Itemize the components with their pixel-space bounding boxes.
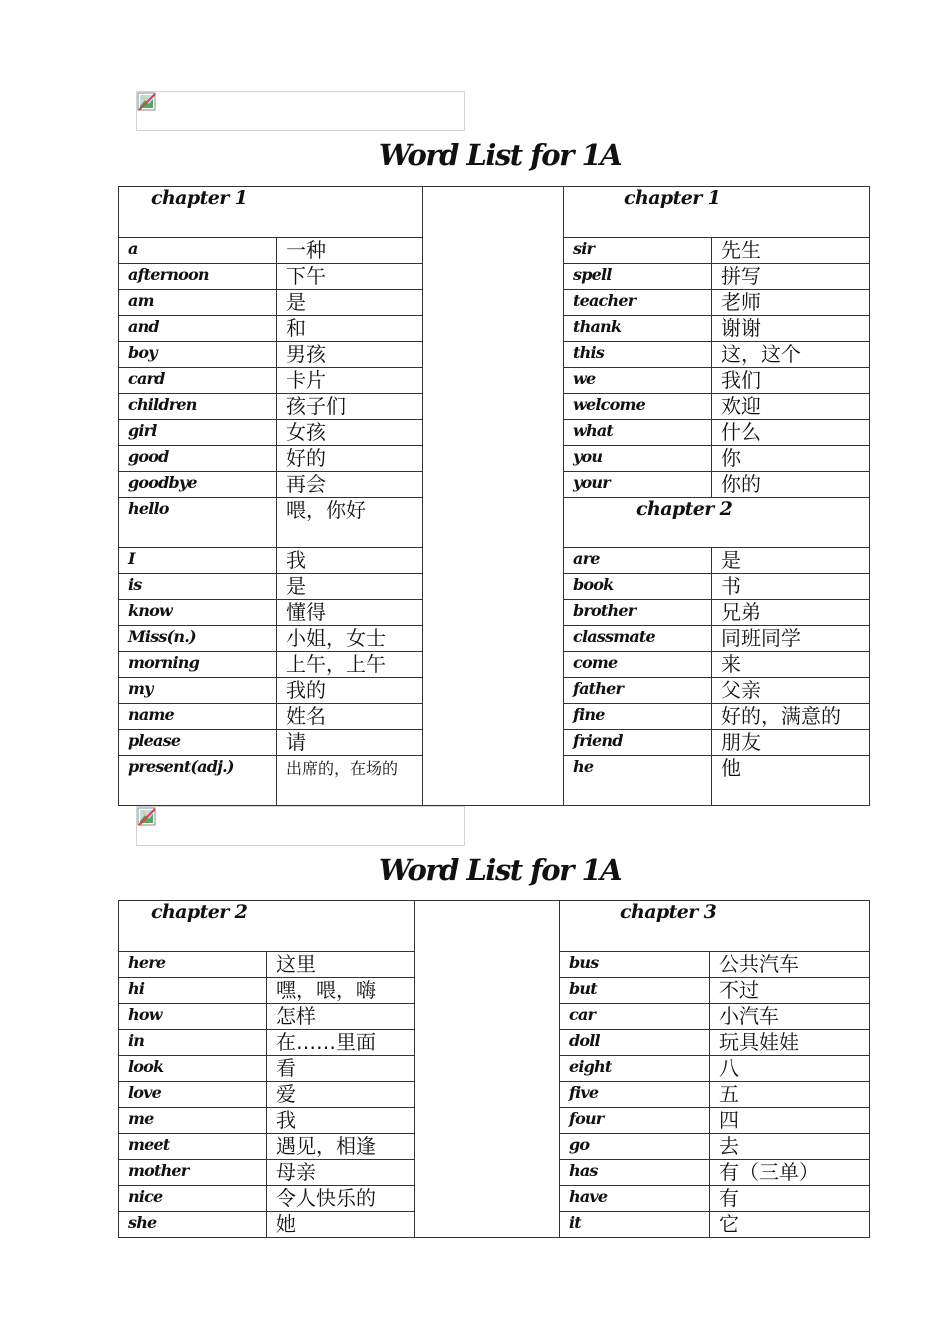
chapter-heading: chapter 1 — [119, 187, 423, 238]
english-word: me — [119, 1108, 267, 1134]
english-word: nice — [119, 1186, 267, 1212]
english-word: we — [564, 368, 712, 394]
chapter-heading: chapter 2 — [564, 498, 870, 548]
chinese-meaning: 书 — [712, 574, 870, 600]
chinese-meaning: 我 — [277, 548, 423, 574]
english-word: father — [564, 678, 712, 704]
english-word: your — [564, 472, 712, 498]
english-word: sir — [564, 238, 712, 264]
english-word: go — [560, 1134, 710, 1160]
english-word: has — [560, 1160, 710, 1186]
english-word: a — [119, 238, 277, 264]
chapter-heading: chapter 1 — [564, 187, 870, 238]
chinese-meaning: 这里 — [267, 952, 415, 978]
chinese-meaning: 和 — [277, 316, 423, 342]
chinese-meaning: 再会 — [277, 472, 423, 498]
chinese-meaning: 朋友 — [712, 730, 870, 756]
english-word: children — [119, 394, 277, 420]
english-word: afternoon — [119, 264, 277, 290]
chinese-meaning: 老师 — [712, 290, 870, 316]
table-header-row — [119, 187, 870, 238]
english-word: welcome — [564, 394, 712, 420]
chinese-meaning: 嘿，喂，嗨 — [267, 978, 415, 1004]
chinese-meaning: 有（三单） — [710, 1160, 870, 1186]
english-word: card — [119, 368, 277, 394]
chapter-heading: chapter 3 — [560, 901, 870, 952]
english-word: bus — [560, 952, 710, 978]
broken-image-icon — [137, 92, 157, 112]
english-word: in — [119, 1030, 267, 1056]
page-title: Word List for 1A — [378, 138, 622, 172]
english-word: name — [119, 704, 277, 730]
english-word: Miss(n.) — [119, 626, 277, 652]
english-word: eight — [560, 1056, 710, 1082]
chinese-meaning: 母亲 — [267, 1160, 415, 1186]
chinese-meaning: 玩具娃娃 — [710, 1030, 870, 1056]
chinese-meaning: 你 — [712, 446, 870, 472]
chinese-meaning: 五 — [710, 1082, 870, 1108]
english-word: you — [564, 446, 712, 472]
chinese-meaning: 好的，满意的 — [712, 704, 870, 730]
english-word: book — [564, 574, 712, 600]
chinese-meaning: 在……里面 — [267, 1030, 415, 1056]
chinese-meaning: 好的 — [277, 446, 423, 472]
chinese-meaning: 是 — [277, 574, 423, 600]
english-word: it — [560, 1212, 710, 1238]
chinese-meaning: 是 — [277, 290, 423, 316]
column-gap — [423, 187, 564, 806]
english-word: hi — [119, 978, 267, 1004]
chinese-meaning: 一种 — [277, 238, 423, 264]
chinese-meaning: 请 — [277, 730, 423, 756]
chinese-meaning: 什么 — [712, 420, 870, 446]
chapter-heading: chapter 2 — [119, 901, 415, 952]
chinese-meaning: 他 — [712, 756, 870, 806]
english-word: is — [119, 574, 277, 600]
english-word: friend — [564, 730, 712, 756]
english-word: good — [119, 446, 277, 472]
english-word: look — [119, 1056, 267, 1082]
chinese-meaning: 八 — [710, 1056, 870, 1082]
english-word: classmate — [564, 626, 712, 652]
english-word: five — [560, 1082, 710, 1108]
english-word: car — [560, 1004, 710, 1030]
word-list-table — [118, 900, 870, 1238]
english-word: come — [564, 652, 712, 678]
chinese-meaning: 孩子们 — [277, 394, 423, 420]
chinese-meaning: 四 — [710, 1108, 870, 1134]
chinese-meaning: 我们 — [712, 368, 870, 394]
english-word: what — [564, 420, 712, 446]
english-word: but — [560, 978, 710, 1004]
english-word: know — [119, 600, 277, 626]
english-word: this — [564, 342, 712, 368]
chinese-meaning: 怎样 — [267, 1004, 415, 1030]
english-word: four — [560, 1108, 710, 1134]
chinese-meaning: 下午 — [277, 264, 423, 290]
chinese-meaning: 遇见，相逢 — [267, 1134, 415, 1160]
english-word: here — [119, 952, 267, 978]
chinese-meaning: 你的 — [712, 472, 870, 498]
english-word: brother — [564, 600, 712, 626]
word-list-table — [118, 186, 870, 806]
chinese-meaning: 父亲 — [712, 678, 870, 704]
english-word: I — [119, 548, 277, 574]
chinese-meaning: 它 — [710, 1212, 870, 1238]
chinese-meaning: 我的 — [277, 678, 423, 704]
english-word: morning — [119, 652, 277, 678]
table-header-row — [119, 901, 870, 952]
chinese-meaning: 喂，你好 — [277, 498, 423, 548]
chinese-meaning: 欢迎 — [712, 394, 870, 420]
broken-image-placeholder — [136, 91, 465, 131]
chinese-meaning: 卡片 — [277, 368, 423, 394]
chinese-meaning: 女孩 — [277, 420, 423, 446]
chinese-meaning: 我 — [267, 1108, 415, 1134]
broken-image-icon — [137, 807, 157, 827]
english-word: boy — [119, 342, 277, 368]
chinese-meaning: 令人快乐的 — [267, 1186, 415, 1212]
chinese-meaning: 不过 — [710, 978, 870, 1004]
broken-image-placeholder — [136, 806, 465, 846]
english-word: fine — [564, 704, 712, 730]
english-word: mother — [119, 1160, 267, 1186]
chinese-meaning: 男孩 — [277, 342, 423, 368]
column-gap — [415, 901, 560, 1238]
english-word: have — [560, 1186, 710, 1212]
english-word: am — [119, 290, 277, 316]
chinese-meaning: 小姐，女士 — [277, 626, 423, 652]
chinese-meaning: 同班同学 — [712, 626, 870, 652]
chinese-meaning: 爱 — [267, 1082, 415, 1108]
chinese-meaning: 上午，上午 — [277, 652, 423, 678]
english-word: thank — [564, 316, 712, 342]
chinese-meaning: 拼写 — [712, 264, 870, 290]
english-word: hello — [119, 498, 277, 548]
english-word: teacher — [564, 290, 712, 316]
chinese-meaning: 兄弟 — [712, 600, 870, 626]
chinese-meaning: 看 — [267, 1056, 415, 1082]
chinese-meaning: 去 — [710, 1134, 870, 1160]
english-word: doll — [560, 1030, 710, 1056]
english-word: spell — [564, 264, 712, 290]
chinese-meaning: 有 — [710, 1186, 870, 1212]
chinese-meaning: 来 — [712, 652, 870, 678]
chinese-meaning: 出席的，在场的 — [277, 756, 423, 806]
chinese-meaning: 公共汽车 — [710, 952, 870, 978]
chinese-meaning: 是 — [712, 548, 870, 574]
english-word: goodbye — [119, 472, 277, 498]
chinese-meaning: 先生 — [712, 238, 870, 264]
page-title: Word List for 1A — [378, 853, 622, 887]
english-word: please — [119, 730, 277, 756]
english-word: girl — [119, 420, 277, 446]
english-word: my — [119, 678, 277, 704]
english-word: meet — [119, 1134, 267, 1160]
chinese-meaning: 姓名 — [277, 704, 423, 730]
english-word: love — [119, 1082, 267, 1108]
english-word: how — [119, 1004, 267, 1030]
english-word: and — [119, 316, 277, 342]
chinese-meaning: 这，这个 — [712, 342, 870, 368]
chinese-meaning: 谢谢 — [712, 316, 870, 342]
chinese-meaning: 她 — [267, 1212, 415, 1238]
english-word: present(adj.) — [119, 756, 277, 806]
chinese-meaning: 懂得 — [277, 600, 423, 626]
english-word: he — [564, 756, 712, 806]
english-word: are — [564, 548, 712, 574]
chinese-meaning: 小汽车 — [710, 1004, 870, 1030]
english-word: she — [119, 1212, 267, 1238]
